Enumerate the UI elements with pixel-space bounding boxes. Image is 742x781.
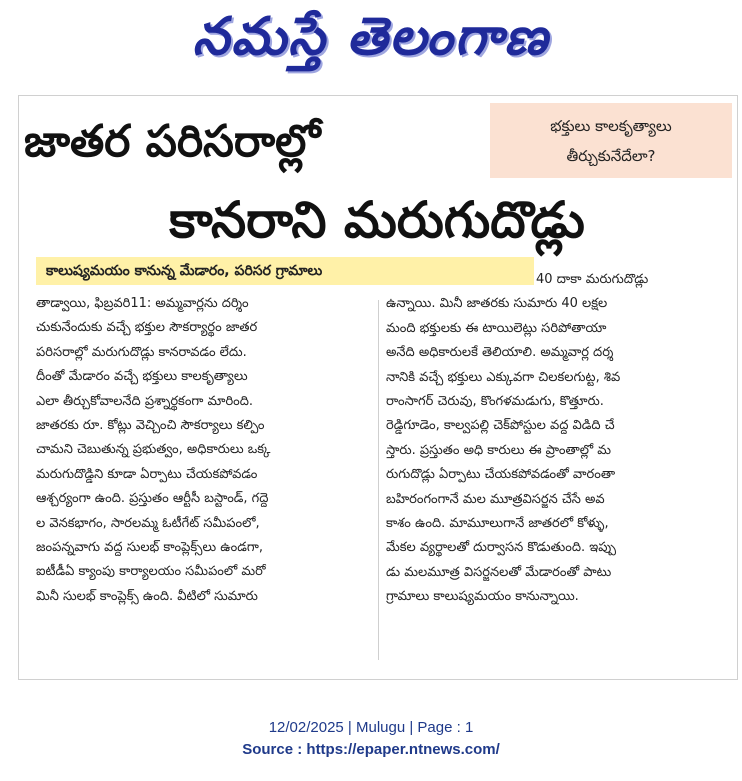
headline-line-2: కానరాని మరుగుదొడ్లు [169, 191, 585, 249]
subheadline: కాలుష్యమయం కానున్న మేడారం, పరిసర గ్రామాలు [36, 257, 534, 285]
article-column-right [386, 268, 722, 609]
body-line: ఆశ్చర్యంగా ఉంది. ప్రస్తుతం ఆర్టీసీ బస్టాండ్, గద్దె [36, 491, 269, 507]
body-line: రుగుదొడ్లు ఏర్పాటు చేయకపోవడంతో వారంతా [386, 467, 616, 483]
body-line: నానికి వచ్చే భక్తులు ఎక్కువగా చిలకలగుట్ట, శివ [386, 369, 621, 385]
body-line: బహిరంగంగానే మల మూత్రవిసర్జన చేసే అవ [386, 491, 605, 507]
masthead-logo-text: నమస్తే తెలంగాణ [192, 6, 550, 67]
column-divider [378, 300, 379, 660]
footer-source: Source : https://epaper.ntnews.com/ [242, 741, 500, 758]
body-line: జాతరకు రూ. కోట్లు వెచ్చించి సౌకర్యాలు కల్పిం [36, 417, 265, 433]
body-line: దీంతో మేడారం వచ్చే భక్తులు కాలకృత్యాలు [36, 369, 248, 385]
body-line: ల వెనకభాగం, సారలమ్మ ఓటీగేట్ సమీపంలో, [36, 515, 260, 531]
body-line: జంపన్నవాగు వద్ద సులభ్ కాంప్లెక్స్‌లు ఉండగా, [36, 539, 263, 555]
body-line: రాంసాగర్ చెరువు, కొంగళమడుగు, కొత్తూరు. [386, 393, 604, 409]
body-line: మంది భక్తులకు ఈ టాయిలెట్లు సరిపోతాయా [386, 320, 607, 336]
body-line: అనేది అధికారులకే తెలియాలి. అమ్మవార్ల దర్శ [386, 345, 614, 361]
body-line: మరుగుదొడ్డిని కూడా ఏర్పాటు చేయకపోవడం [36, 466, 258, 482]
side-question-line: భక్తులు కాలకృత్యాలు [550, 117, 672, 135]
body-line: మినీ సులభ్ కాంప్లెక్స్ ఉంది. వీటిలో సుమారు [36, 588, 258, 604]
side-question-box [490, 103, 732, 178]
body-line: మేకల వ్యర్థాలతో దుర్వాసన కొడుతుంది. ఇప్పు [386, 540, 617, 556]
body-line: ఐటీడీఏ క్యాంపు కార్యాలయం సమీపంలో మరో [36, 564, 266, 580]
body-line: చుకునేందుకు వచ్చే భక్తుల సౌకర్యార్థం జాతర [36, 320, 258, 336]
footer-meta: 12/02/2025 | Mulugu | Page : 1 [268, 719, 474, 736]
body-line: గ్రామాలు కాలుష్యమయం కానున్నాయి. [386, 589, 579, 605]
body-line: 40 దాకా మరుగుదొడ్లు [536, 272, 649, 287]
headline-line-1: జాతర పరిసరాల్లో [24, 116, 321, 167]
body-line: ఎలా తీర్చుకోవాలనేది ప్రశ్నార్థకంగా మారింది. [36, 393, 254, 409]
body-line: స్తారు. ప్రస్తుతం అధి కారులు ఈ ప్రాంతాల్లో మ [386, 442, 611, 458]
body-line: రెడ్డిగూడెం, కాల్వపల్లి చెక్‌పోస్టుల వద్ద విడిది చే [386, 418, 615, 434]
body-line: డు మలమూత్ర విసర్జనలతో మేడారంతో పాటు [386, 564, 612, 580]
side-question-line: తీర్చుకునేదేలా? [566, 147, 656, 165]
footer [0, 717, 742, 761]
body-line: కాశం ఉంది. మామూలుగానే జాతరలో కోళ్ళు, [386, 515, 609, 531]
body-line: ఉన్నాయి. మినీ జాతరకు సుమారు 40 లక్షల [386, 296, 608, 312]
body-line: పరిసరాల్లో మరుగుదొడ్లు కానరావడం లేదు. [36, 344, 247, 360]
masthead [0, 0, 742, 86]
body-line: తాడ్వాయి, ఫిబ్రవరి11: అమ్మవార్లను దర్శిం [36, 296, 249, 311]
article-column-left [36, 292, 371, 609]
body-line: చామని చెబుతున్న ప్రభుత్వం, అధికారులు ఒక్క [36, 442, 271, 458]
